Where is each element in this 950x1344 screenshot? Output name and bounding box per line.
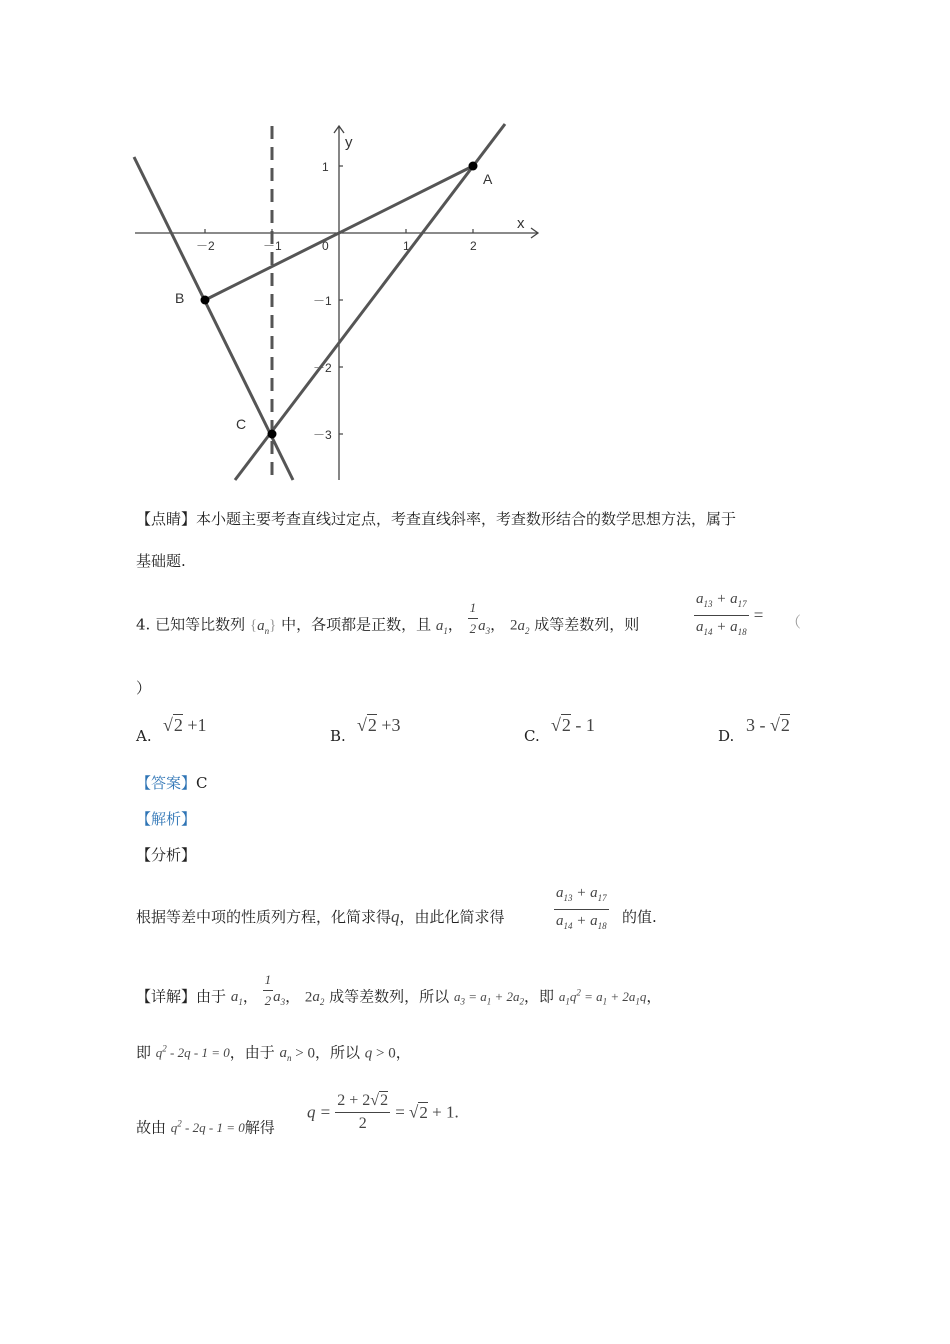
question-tail: 成等差数列，则 [534,615,640,634]
y-tick-label: －1 [313,294,332,308]
option-d-value: 3 - √2 [746,715,790,735]
answer-tag: 【答案】 [136,774,197,792]
question-line: 4. 已知等比数列 $\{a_n\}$ 中，各项都是正数，且 $a_1$， $\frac{1}{2}$ $a_3$， $2a_2$ 成等差数列，则 [136,612,639,641]
origin-label: 0 [322,239,329,253]
point-b [201,296,210,305]
answer-line [136,773,208,793]
y-tick-label: －3 [313,428,332,442]
xiangjie-line3: 故由 $q^2 - 2q - 1 = 0$解得 [136,1118,275,1137]
option-a-value: √2 +1 [163,715,207,735]
dianjing-line2: 基础题. [136,552,186,570]
option-a [136,726,152,746]
dianjing-tag: 【点睛】 [136,510,197,528]
xiangjie-line2: 即 $q^2 - 2q - 1 = 0$，由于 $a_n > 0$，所以 q > 0， [136,1043,411,1064]
x-tick-label: －2 [196,239,215,253]
option-b-value: √2 +3 [357,715,401,735]
coordinate-graph [0,0,560,490]
x-axis-label: x [517,215,525,232]
point-b-label: B [175,290,185,306]
dianjing-text: 本小题主要考查直线过定点，考查直线斜率，考查数形结合的数学思想方法，属于 [196,510,737,528]
fenxi-line: 根据等差中项的性质列方程，化简求得q，由此化简求得 [136,907,505,926]
option-label: A. [136,727,152,745]
y-tick-label: －2 [313,361,332,375]
x-tick-label: －1 [263,239,282,253]
point-c [268,430,277,439]
dianjing-line1 [136,509,736,529]
point-a-label: A [483,171,493,187]
xiangjie-line1: 【详解】由于 $a_1$， $\frac{1}{2}$ $a_3$， $2a_2$ 成等差数列，所以 $a_3 = a_1 + 2a_2$，即 $a_1q^2 = a_1 + 2a_1q$， [136,983,661,1012]
seq-symbol: $a_n$ [257,617,270,636]
question-mid: 中，各项都是正数，且 [281,615,432,634]
jiexi-tag: 【解析】 [136,810,197,828]
point-c-label: C [236,416,247,432]
fenxi-fraction: $\frac{a_{13} + a_{17}}{a_{14} + a_{18}}$ [554,882,609,937]
point-a [469,162,478,171]
fenxi-tail: 的值. [622,908,657,926]
option-c [524,726,540,746]
option-label: B. [330,727,346,745]
option-c-value: √2 - 1 [551,715,595,735]
paren-open: （ [786,613,802,631]
x-tick-label: 2 [470,239,477,253]
solution-formula: q = $\frac{2 + 2√2}{2}$ = √2 + 1. [307,1090,459,1135]
option-label: C. [524,727,540,745]
y-axis-label: y [345,134,353,151]
question-prefix: 4. 已知等比数列 [136,615,246,634]
fenxi-tag: 【分析】 [136,846,197,864]
question-fraction: $\frac{a_{13} + a_{17}}{a_{14} + a_{18}}$ = [694,588,763,643]
answer-value: C [196,774,208,792]
option-label: D. [718,727,735,745]
x-tick-label: 1 [403,239,410,253]
line-ac [235,124,505,480]
y-tick-label: 1 [322,160,329,174]
option-d [718,726,734,746]
option-b [330,726,346,746]
paren-close: ） [136,679,152,697]
